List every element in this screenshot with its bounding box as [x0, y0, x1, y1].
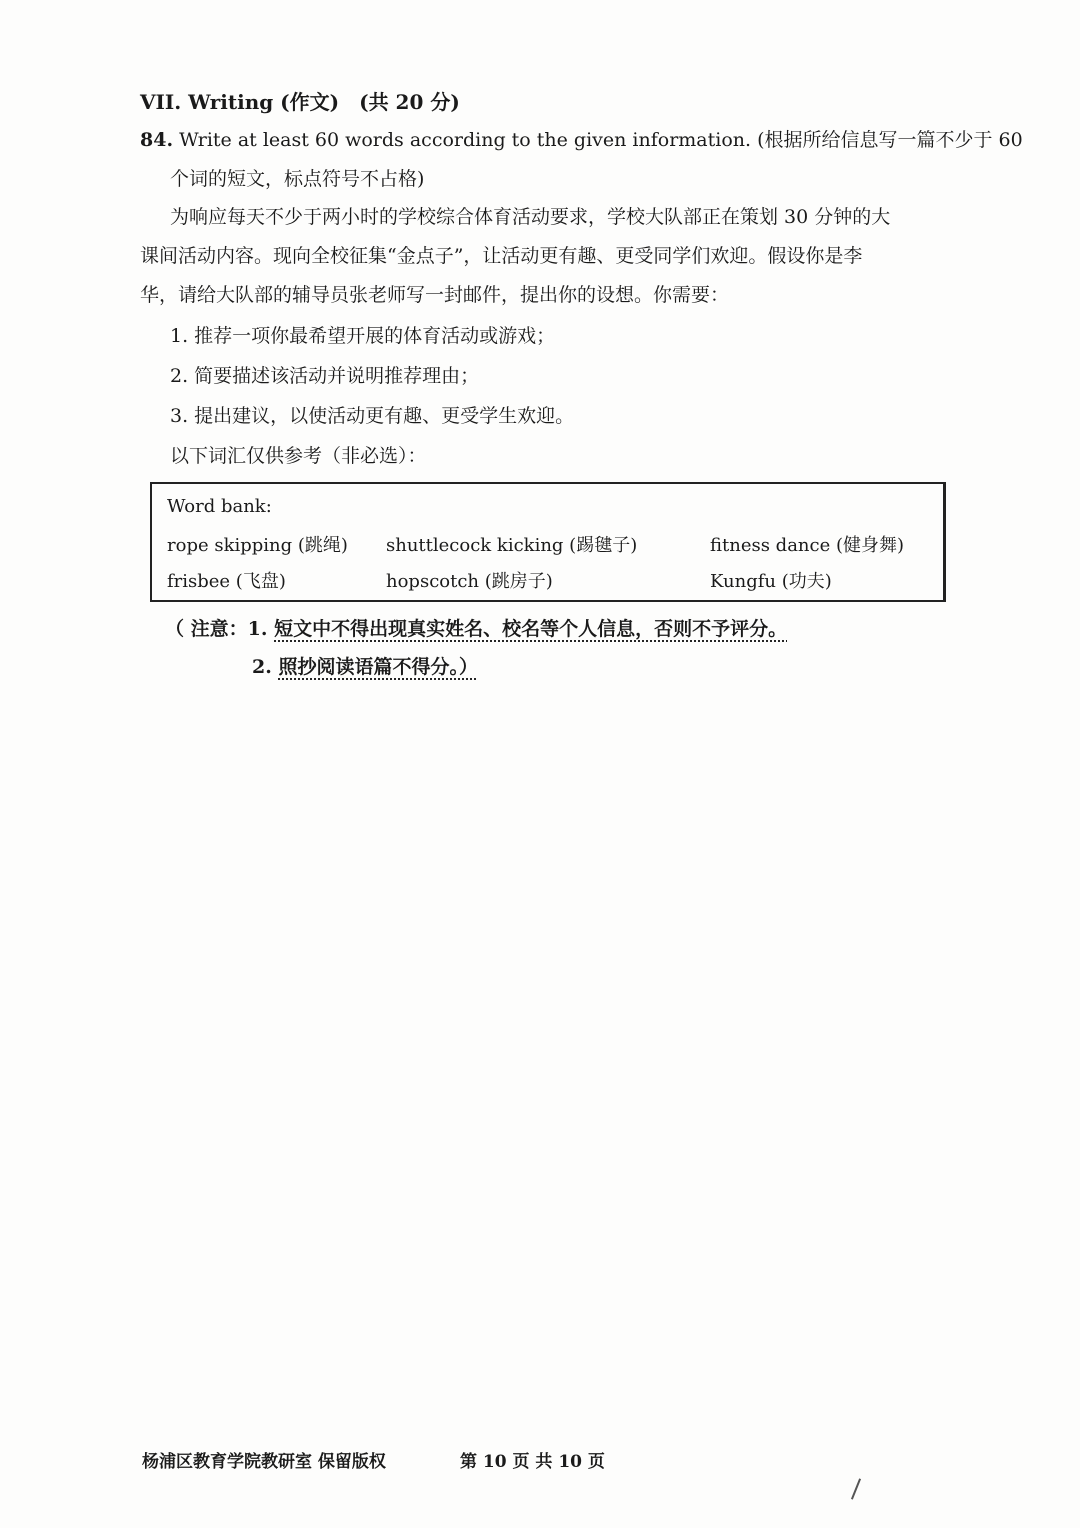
word-bank-item: hopscotch (跳房子)	[386, 571, 553, 592]
requirement-item: 2. 简要描述该活动并说明推荐理由；	[170, 365, 480, 387]
task-paragraph-line2: 课间活动内容。现向全校征集“金点子”，让活动更有趣、更受同学们欢迎。假设你是李	[140, 245, 863, 267]
footer-page-number: 第 10 页 共 10 页	[460, 1452, 605, 1472]
section-score: (共 20 分)	[359, 90, 460, 114]
question-text-line2: 个词的短文，标点符号不占格)	[170, 168, 425, 190]
question-prompt	[140, 126, 1023, 154]
note-text-2: 照抄阅读语篇不得分。）	[278, 656, 478, 678]
question-text-line1: Write at least 60 words according to the given information. (根据所给信息写一篇不少于 60	[179, 129, 1023, 151]
footer-copyright: 杨浦区教育学院教研室 保留版权	[142, 1452, 386, 1472]
word-bank-item: shuttlecock kicking (踢毽子)	[386, 535, 638, 556]
note-text-1: 短文中不得出现真实姓名、校名等个人信息，否则不予评分。	[274, 618, 788, 640]
word-bank-title: Word bank:	[167, 496, 272, 517]
section-title	[140, 88, 460, 116]
word-bank-item: frisbee (飞盘)	[167, 571, 286, 592]
section-title-text: VII. Writing (作文)	[140, 90, 340, 114]
task-paragraph-line3: 华，请给大队部的辅导员张老师写一封邮件，提出你的设想。你需要：	[140, 284, 730, 306]
question-number: 84.	[140, 129, 174, 151]
pen-mark	[851, 1478, 861, 1499]
note-prefix-2: 2.	[252, 656, 279, 678]
word-bank-item: Kungfu (功夫)	[710, 571, 832, 592]
word-bank-item: rope skipping (跳绳)	[167, 535, 348, 556]
requirement-item: 1. 推荐一项你最希望开展的体育活动或游戏；	[170, 325, 556, 347]
task-paragraph-line1: 为响应每天不少于两小时的学校综合体育活动要求，学校大队部正在策划 30 分钟的大	[170, 206, 891, 228]
note-line1	[165, 615, 787, 643]
requirement-item: 3. 提出建议，以使活动更有趣、更受学生欢迎。	[170, 405, 575, 427]
reference-note: 以下词汇仅供参考（非必选）：	[170, 445, 427, 467]
word-bank-item: fitness dance (健身舞)	[710, 535, 905, 556]
note-line2	[252, 653, 478, 681]
note-prefix: （ 注意：1.	[165, 618, 275, 640]
word-bank-box	[150, 482, 946, 602]
